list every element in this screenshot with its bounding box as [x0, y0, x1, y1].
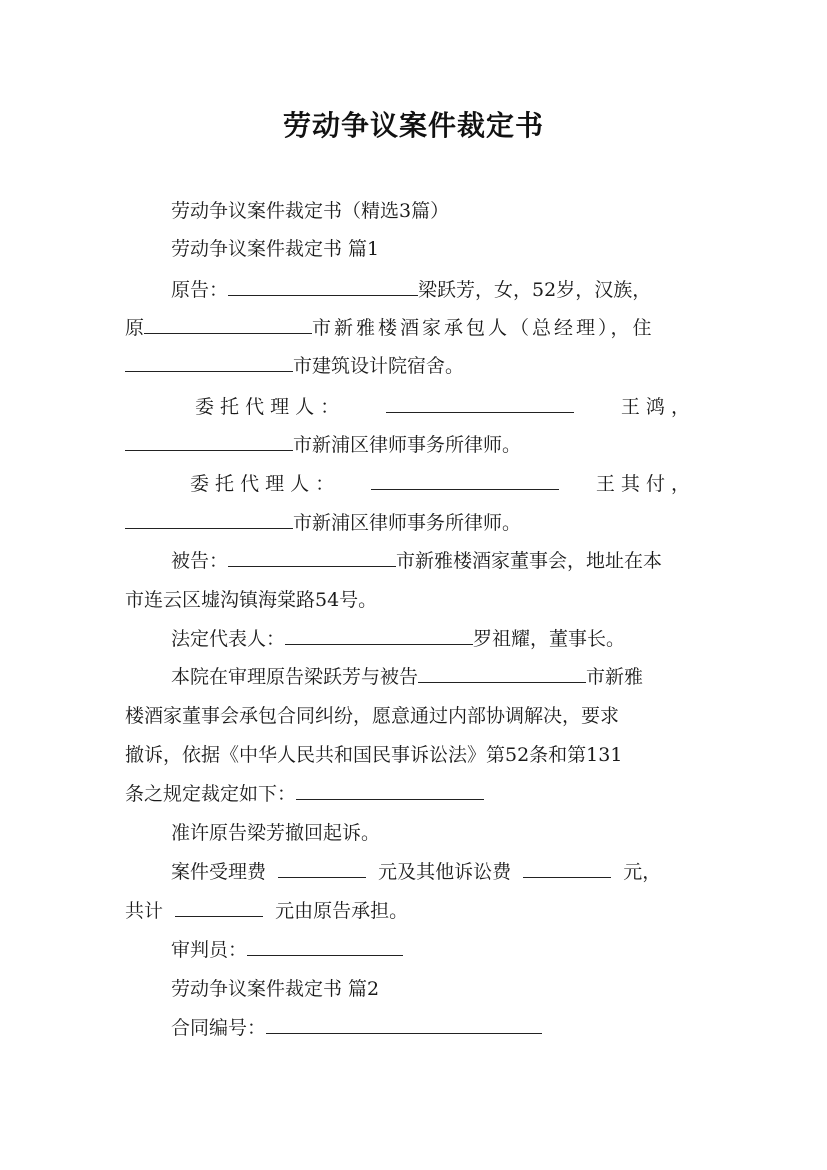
- plaintiff-line: [171, 277, 751, 303]
- section-heading: 劳动争议案件裁定书 篇1: [171, 238, 380, 260]
- ruling-line-1: [171, 664, 751, 690]
- blank-line: [144, 315, 312, 334]
- plaintiff-line2-prefix: 原: [125, 317, 145, 339]
- blank-line: [228, 548, 396, 567]
- section-heading-2: 劳动争议案件裁定书 篇2: [171, 978, 380, 1000]
- ruling-line4-text: 条之规定裁定如下：: [125, 783, 297, 805]
- blank-line: [418, 664, 586, 683]
- plaintiff-label: 原告：: [171, 279, 229, 301]
- agent1-org: 市新浦区律师事务所律师。: [293, 434, 522, 456]
- defendant-line-2: 市连云区墟沟镇海棠路54号。: [125, 589, 378, 611]
- ruling-line-2: 楼酒家董事会承包合同纠纷，愿意通过内部协调解决，要求: [125, 705, 620, 727]
- blank-line: [125, 432, 293, 451]
- blank-line: [278, 859, 366, 878]
- blank-line: [266, 1015, 542, 1034]
- fees-d: 共计: [125, 900, 164, 922]
- document-subtitle: 劳动争议案件裁定书（精选3篇）: [171, 200, 450, 222]
- plaintiff-line-3: [125, 353, 705, 379]
- fees-a: 案件受理费: [171, 861, 267, 883]
- ruling-line1-a: 本院在审理原告梁跃芳与被告: [171, 666, 419, 688]
- legal-rep-line: [171, 626, 751, 652]
- agent1-label: 委 托 代 理 人 ：: [195, 396, 340, 418]
- contract-label: 合同编号：: [171, 1017, 267, 1039]
- blank-line: [228, 277, 418, 296]
- blank-line: [523, 859, 611, 878]
- legal-rep-label: 法定代表人：: [171, 628, 286, 650]
- document-title: 劳动争议案件裁定书: [282, 109, 544, 142]
- blank-line: [285, 626, 473, 645]
- defendant-text: 市新雅楼酒家董事会，地址在本: [396, 550, 663, 572]
- agent2-org-line: [125, 510, 705, 536]
- defendant-line: [171, 548, 751, 574]
- blank-line: [175, 898, 263, 917]
- fees-b: 元及其他诉讼费: [378, 861, 512, 883]
- fees-line-2: [125, 898, 705, 924]
- agent2-label: 委 托 代 理 人 ：: [190, 473, 335, 495]
- plaintiff-line2-text: 市新雅楼酒家承包人（总经理），住: [312, 317, 655, 339]
- judge-line: [171, 937, 751, 963]
- agent2-org: 市新浦区律师事务所律师。: [293, 512, 522, 534]
- judge-label: 审判员：: [171, 939, 248, 961]
- agent2-line: [190, 471, 690, 497]
- plaintiff-text: 梁跃芳，女，52岁，汉族，: [418, 279, 652, 301]
- approval-line: 准许原告梁芳撤回起诉。: [171, 822, 381, 844]
- blank-line: [296, 781, 484, 800]
- blank-line: [386, 394, 574, 413]
- blank-line: [125, 510, 293, 529]
- blank-line: [371, 471, 559, 490]
- ruling-line-3: 撤诉，依据《中华人民共和国民事诉讼法》第52条和第131: [125, 744, 623, 766]
- blank-line: [247, 937, 403, 956]
- blank-line: [125, 353, 293, 372]
- agent1-name: 王 鸿 ，: [620, 396, 690, 418]
- plaintiff-line3-text: 市建筑设计院宿舍。: [293, 355, 465, 377]
- legal-rep-text: 罗祖耀，董事长。: [473, 628, 626, 650]
- agent1-org-line: [125, 432, 705, 458]
- fees-line-1: [171, 859, 751, 885]
- defendant-label: 被告：: [171, 550, 229, 572]
- agent1-line: [195, 394, 690, 420]
- agent2-name: 王 其 付 ，: [595, 473, 690, 495]
- contract-number-line: [171, 1015, 751, 1041]
- ruling-line-4: [125, 781, 705, 807]
- plaintiff-line-2: [125, 315, 705, 341]
- fees-c: 元，: [623, 861, 662, 883]
- ruling-line1-b: 市新雅: [586, 666, 644, 688]
- fees-e: 元由原告承担。: [275, 900, 409, 922]
